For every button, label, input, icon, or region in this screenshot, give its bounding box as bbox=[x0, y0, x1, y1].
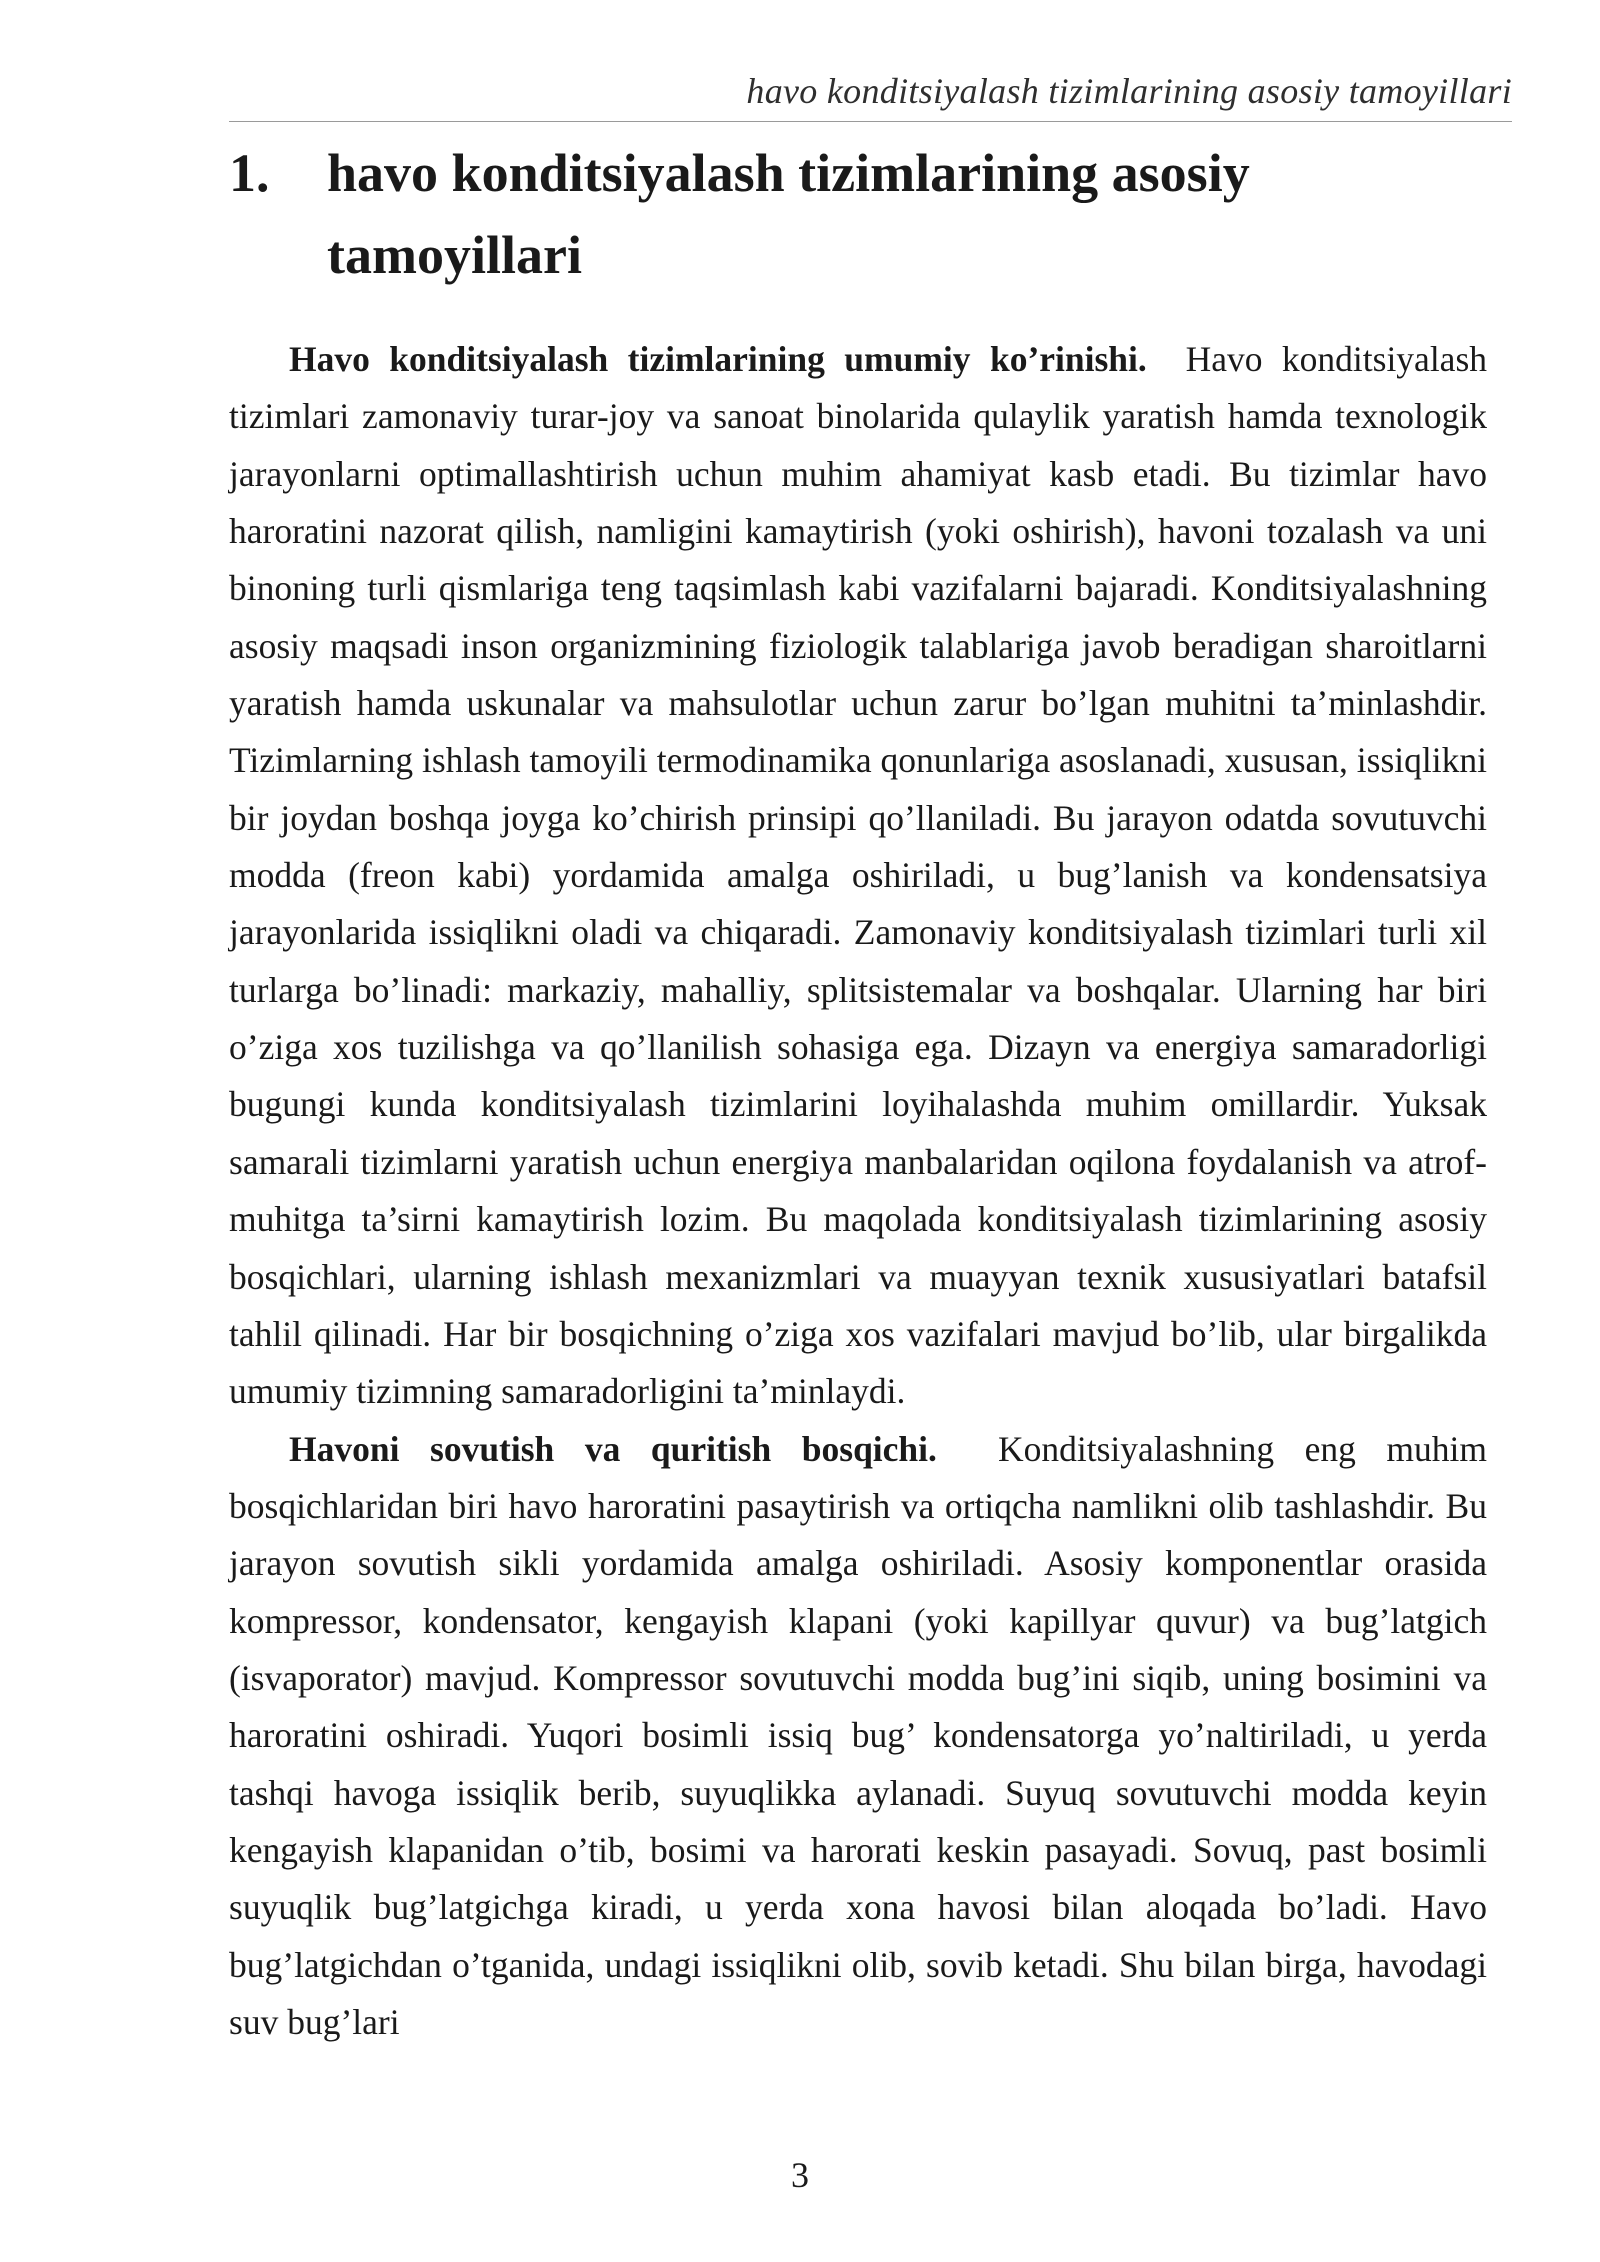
paragraph-overview bbox=[229, 331, 1487, 1421]
section-heading-cooling: Havoni sovutish va quritish bosqichi. bbox=[289, 1428, 937, 1469]
chapter-heading bbox=[229, 132, 1389, 296]
body-text bbox=[229, 331, 1487, 2051]
paragraph-cooling bbox=[229, 1421, 1487, 2052]
running-header: havo konditsiyalash tizimlarining asosiy tamoyillari bbox=[746, 71, 1512, 111]
paragraph-text-overview: Havo konditsiyalash tizimlari zamonaviy turar-joy va sanoat binolarida qulaylik yaratish hamda texnologik jarayonlarni optimallashtirish uchun muhim ahamiyat kasb etadi. Bu tizimlar havo haroratini nazorat qilish, namligini kamaytirish (yoki oshirish), havoni tozalash va uni binoning turli qismlariga teng taqsimlash kabi vazifalarni bajaradi. Konditsiyalashning asosiy maqsadi inson organizmining fiziologik talablariga javob beradigan sharoitlarni yaratish hamda uskunalar va mahsulotlar uchun zarur bo’lgan muhitni ta’minlashdir. Tizimlarning ishlash tamoyili termodinamika qonunlariga asoslanadi, xususan, issiqlikni bir joydan boshqa joyga ko’chirish prinsipi qo’llaniladi. Bu jarayon odatda sovutuvchi modda (freon kabi) yordamida amalga oshiriladi, u bug’lanish va kondensatsiya jarayonlarida issiqlikni oladi va chiqaradi. Zamonaviy konditsiyalash tizimlari turli xil turlarga bo’linadi: markaziy, mahalliy, splitsistemalar va boshqalar. Ularning har biri o’ziga xos tuzilishga va qo’llanilish sohasiga ega. Dizayn va energiya samaradorligi bugungi kunda konditsiyalash tizimlarini loyihalashda muhim omillardir. Yuksak samarali tizimlarni yaratish uchun energiya manbalaridan oqilona foydalanish va atrof-muhitga ta’sirni kamaytirish lozim. Bu maqolada konditsiyalash tizimlarining asosiy bosqichlari, ularning ishlash mexanizmlari va muayyan texnik xususiyatlari batafsil tahlil qilinadi. Har bir bosqichning o’ziga xos vazifalari mavjud bo’lib, ular birgalikda umumiy tizimning samaradorligini ta’minlaydi. bbox=[229, 339, 1488, 1412]
chapter-number: 1. bbox=[229, 143, 270, 203]
page-number: 3 bbox=[791, 2155, 809, 2195]
paragraph-text-cooling: Konditsiyalashning eng muhim bosqichlaridan biri havo haroratini pasaytirish va ortiqcha namlikni olib tashlashdir. Bu jarayon sovutish sikli yordamida amalga oshiriladi. Asosiy komponentlar orasida kompressor, kondensator, kengayish klapani (yoki kapillyar quvur) va bug’latgich (isvaporator) mavjud. Kompressor sovutuvchi modda bug’ini siqib, uning bosimini va haroratini oshiradi. Yuqori bosimli issiq bug’ kondensatorga yo’naltiriladi, u yerda tashqi havoga issiqlik berib, suyuqlikka aylanadi. Suyuq sovutuvchi modda keyin kengayish klapanidan o’tib, bosimi va harorati keskin pasayadi. Sovuq, past bosimli suyuqlik bug’latgichga kiradi, u yerda xona havosi bilan aloqada bo’ladi. Havo bug’latgichdan o’tganida, undagi issiqlikni olib, sovib ketadi. Shu bilan birga, havodagi suv bug’lari bbox=[229, 1428, 1488, 2042]
chapter-title: havo konditsiyalash tizimlarining asosiy tamoyillari bbox=[327, 143, 1250, 285]
header-divider bbox=[229, 121, 1512, 122]
section-heading-overview: Havo konditsiyalash tizimlarining umumiy ko’rinishi. bbox=[289, 339, 1147, 379]
